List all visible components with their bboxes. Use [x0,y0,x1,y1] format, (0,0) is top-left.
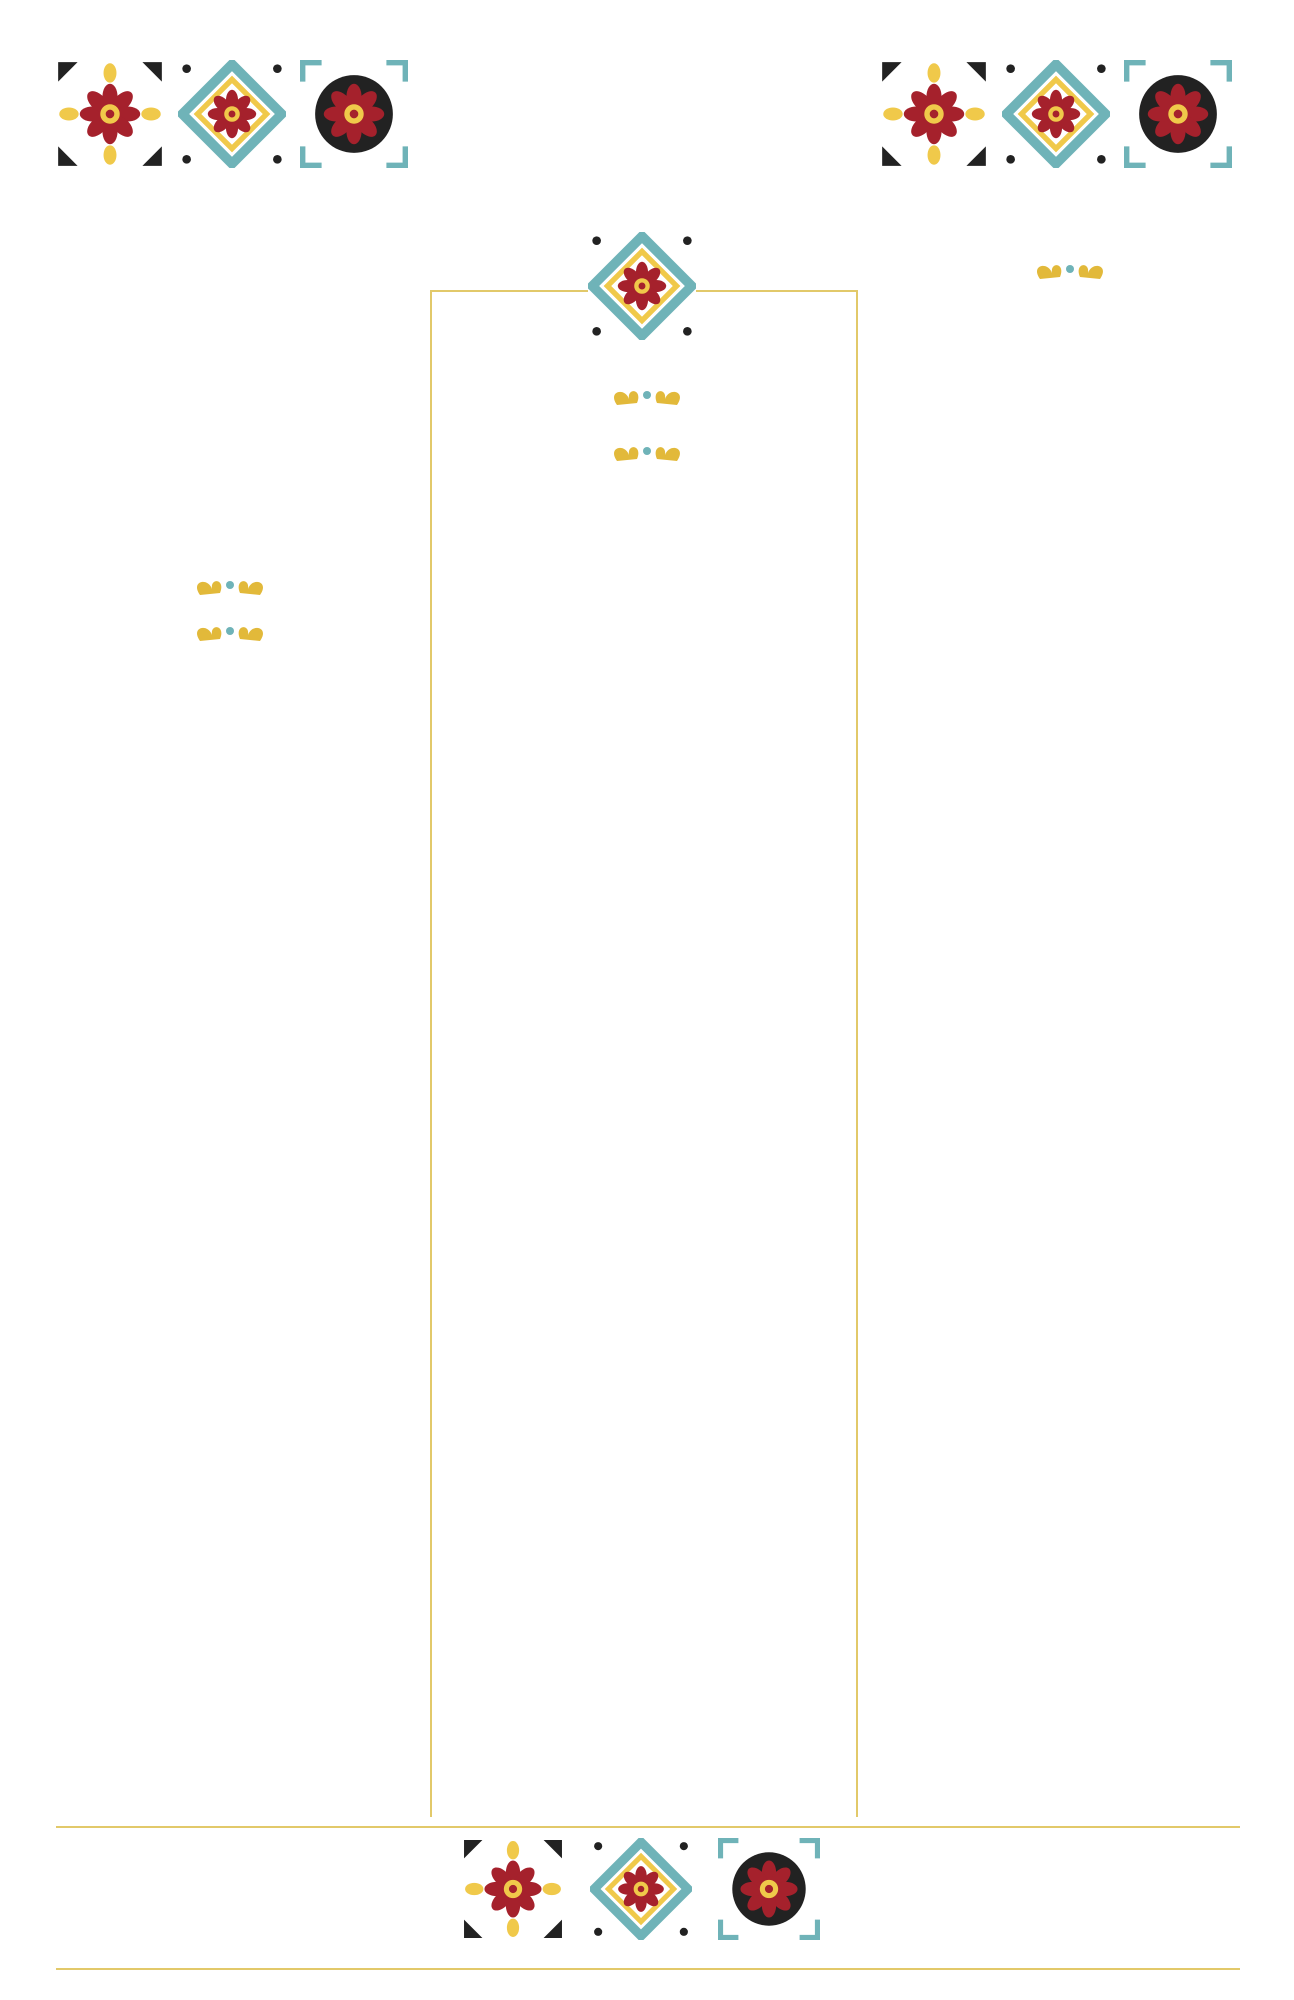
decorative-tile-1 [56,60,164,168]
left-column [62,232,398,654]
item-name-row [62,244,398,266]
footer-tile-2 [590,1838,692,1940]
decorative-tile-6 [1124,60,1232,168]
right-column [920,240,1220,302]
decorative-tile-4 [880,60,988,168]
menu-item [62,448,398,470]
item-name-row [62,516,398,538]
footer-tile-3 [718,1838,820,1940]
menu-item [62,516,398,538]
middle-column [436,368,858,476]
footer-tile-1 [462,1838,564,1940]
decorative-tile-5 [1002,60,1110,168]
item-name-row [62,278,398,300]
ornament-icon [190,574,270,596]
ornament-icon [607,384,687,406]
footer-rule-bottom [56,1968,1240,1970]
item-name-row [62,448,398,470]
brand-logo [440,40,854,52]
decorative-tile-3 [300,60,408,168]
item-name-row [62,414,398,436]
middle-frame [430,290,858,1817]
ornament-icon [607,440,687,462]
menu-item [62,380,398,402]
item-name-row [62,482,398,504]
item-name-row [62,312,398,334]
menu-item [62,482,398,504]
item-name-row [62,346,398,368]
menu-item [62,278,398,300]
menu-item [62,414,398,436]
ornament-icon [190,620,270,642]
footer-rule-top [56,1826,1240,1828]
decorative-tile-2 [178,60,286,168]
frame-top-tile [588,232,696,340]
item-name-row [62,380,398,402]
menu-item [62,244,398,266]
menu-item [62,346,398,368]
appetizer-list [62,244,398,538]
menu-item [62,312,398,334]
ornament-icon [1030,258,1110,280]
